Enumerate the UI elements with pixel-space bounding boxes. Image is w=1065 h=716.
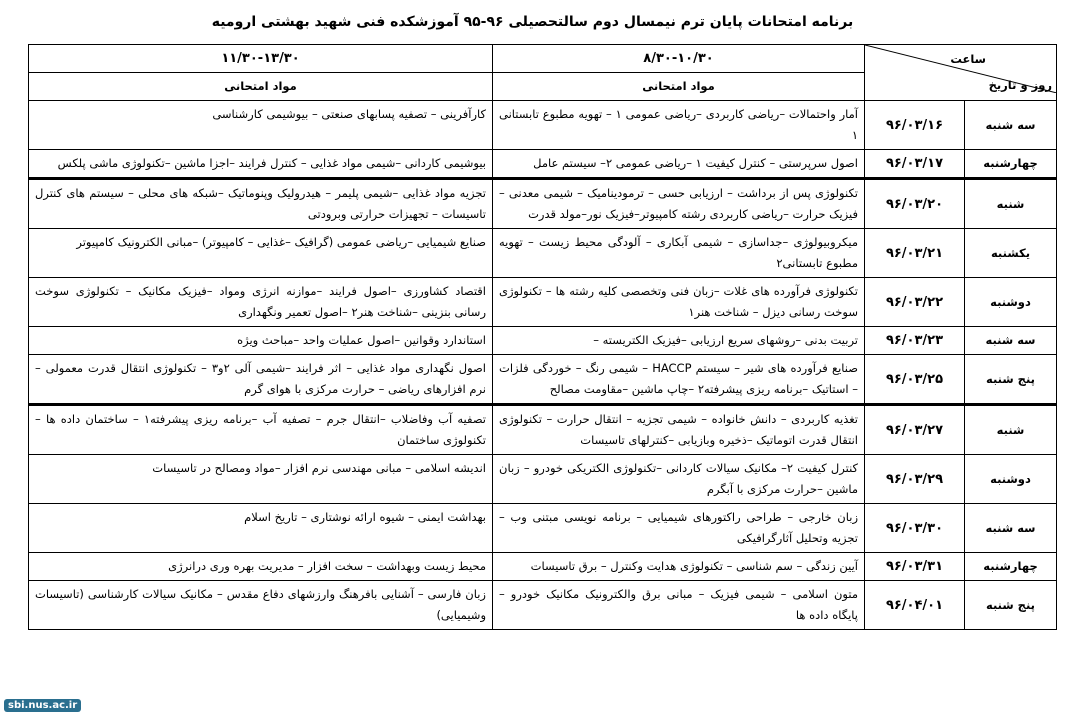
slot2-cell: محیط زیست وبهداشت – سخت افزار – مدیریت بهره وری درانرژی <box>29 553 493 581</box>
date-cell: ۹۶/۰۳/۱۷ <box>865 150 965 179</box>
day-cell: یکشنبه <box>965 229 1057 278</box>
slot1-cell: آیین زندگی – سم شناسی – تکنولوژی هدایت وکنترل – برق تاسیسات <box>493 553 865 581</box>
slot2-time: ۱۱/۳۰-۱۳/۳۰ <box>29 45 493 73</box>
slot1-subjects-label: مواد امتحانی <box>493 73 865 101</box>
slot2-cell: زبان فارسی – آشنایی بافرهنگ وارزشهای دفاع مقدس – مکانیک سیالات کارشناسی (تاسیسات وشیمیایی) <box>29 581 493 630</box>
slot2-cell: کارآفرینی – تصفیه پسابهای صنعتی – بیوشیمی کارشناسی <box>29 101 493 150</box>
date-cell: ۹۶/۰۳/۱۶ <box>865 101 965 150</box>
day-cell: دوشنبه <box>965 278 1057 327</box>
slot2-cell: اقتصاد کشاورزی –اصول فرایند –موازنه انرژی ومواد –فیزیک مکانیک – تکنولوژی سوخت رسانی بنزینی –شناخت هنر۲ –اصول تعمیر ونگهداری <box>29 278 493 327</box>
slot1-cell: تغذیه کاربردی – دانش خانواده – شیمی تجزیه – انتقال حرارت – تکنولوژی انتقال قدرت اتوماتیک –ذخیره وبازیابی –کنترلهای تاسیسات <box>493 405 865 455</box>
table-row <box>29 101 1057 150</box>
table-row <box>29 179 1057 229</box>
slot1-cell: اصول سرپرستی – کنترل کیفیت ۱ –ریاضی عمومی ۲– سیستم عامل <box>493 150 865 179</box>
date-cell: ۹۶/۰۳/۲۳ <box>865 327 965 355</box>
date-cell: ۹۶/۰۳/۳۱ <box>865 553 965 581</box>
slot1-cell: تکنولوژی فرآورده های غلات –زبان فنی وتخصصی کلیه رشته ها – تکنولوژی سوخت رسانی دیزل – شناخت هنر۱ <box>493 278 865 327</box>
slot1-cell: کنترل کیفیت ۲– مکانیک سیالات کاردانی –تکنولوژی الکتریکی خودرو – زبان ماشین –حرارت مرکزی با آبگرم <box>493 455 865 504</box>
date-cell: ۹۶/۰۳/۳۰ <box>865 504 965 553</box>
slot1-cell: تربیت بدنی –روشهای سریع ارزیابی –فیزیک الکتریسته – <box>493 327 865 355</box>
table-row <box>29 355 1057 405</box>
table-row <box>29 455 1057 504</box>
table-row <box>29 278 1057 327</box>
date-cell: ۹۶/۰۳/۲۷ <box>865 405 965 455</box>
slot2-cell: اندیشه اسلامی – مبانی مهندسی نرم افزار –مواد ومصالح در تاسیسات <box>29 455 493 504</box>
slot1-cell: آمار واحتمالات –ریاضی کاربردی –ریاضی عمومی ۱ – تهویه مطبوع تابستانی ۱ <box>493 101 865 150</box>
day-cell: چهارشنبه <box>965 553 1057 581</box>
site-watermark: sbi.nus.ac.ir <box>4 699 81 712</box>
day-cell: سه شنبه <box>965 327 1057 355</box>
day-cell: پنج شنبه <box>965 581 1057 630</box>
date-cell: ۹۶/۰۳/۲۱ <box>865 229 965 278</box>
day-cell: شنبه <box>965 179 1057 229</box>
slot2-cell: تصفیه آب وفاضلاب –انتقال جرم – تصفیه آب –برنامه ریزی پیشرفته۱ – ساختمان داده ها – تکنولوژی ساختمان <box>29 405 493 455</box>
day-cell: چهارشنبه <box>965 150 1057 179</box>
table-row <box>29 504 1057 553</box>
slot1-cell: صنایع فرآورده های شیر – سیستم HACCP – شیمی رنگ – خوردگی فلزات – استاتیک –برنامه ریزی پیشرفته۲ –چاپ ماشین –مقاومت مصالح <box>493 355 865 405</box>
slot1-time: ۸/۳۰-۱۰/۳۰ <box>493 45 865 73</box>
day-cell: پنج شنبه <box>965 355 1057 405</box>
date-cell: ۹۶/۰۴/۰۱ <box>865 581 965 630</box>
day-date-label: روز و تاریخ <box>988 78 1052 92</box>
day-cell: سه شنبه <box>965 101 1057 150</box>
table-row <box>29 150 1057 179</box>
exam-schedule-table <box>28 44 1057 630</box>
slot1-cell: میکروبیولوژی –جداسازی – شیمی آبکاری – آلودگی محیط زیست – تهویه مطبوع تابستانی۲ <box>493 229 865 278</box>
slot2-cell: بیوشیمی کاردانی –شیمی مواد غذایی – کنترل فرایند –اجزا ماشین –تکنولوژی ماشی پلکس <box>29 150 493 179</box>
table-row <box>29 553 1057 581</box>
slot2-cell: استاندارد وقوانین –اصول عملیات واحد –مباحث ویژه <box>29 327 493 355</box>
day-cell: دوشنبه <box>965 455 1057 504</box>
date-cell: ۹۶/۰۳/۲۲ <box>865 278 965 327</box>
table-row <box>29 581 1057 630</box>
table-row <box>29 327 1057 355</box>
date-cell: ۹۶/۰۳/۲۰ <box>865 179 965 229</box>
slot2-cell: تجزیه مواد غذایی –شیمی پلیمر – هیدرولیک وپنوماتیک –شبکه های محلی – سیستم های کنترل تاسیسات – تجهیزات حرارتی وبرودتی <box>29 179 493 229</box>
slot2-cell: بهداشت ایمنی – شیوه ارائه نوشتاری – تاریخ اسلام <box>29 504 493 553</box>
table-row <box>29 405 1057 455</box>
slot1-cell: زبان خارجی – طراحی راکتورهای شیمیایی – برنامه نویسی مبتنی وب – تجزیه وتحلیل آثارگرافیکی <box>493 504 865 553</box>
day-cell: سه شنبه <box>965 504 1057 553</box>
page-title: برنامه امتحانات پایان ترم نیمسال دوم سالتحصیلی ۹۶-۹۵ آموزشکده فنی شهید بهشتی ارومیه <box>211 14 854 30</box>
date-cell: ۹۶/۰۳/۲۹ <box>865 455 965 504</box>
date-cell: ۹۶/۰۳/۲۵ <box>865 355 965 405</box>
corner-header <box>865 45 1057 101</box>
slot1-cell: متون اسلامی – شیمی فیزیک – مبانی برق والکترونیک مکانیک خودرو – پایگاه داده ها <box>493 581 865 630</box>
slot2-cell: اصول نگهداری مواد غذایی – اثر فرایند –شیمی آلی ۲و۳ – تکنولوژی انتقال قدرت معمولی – نرم افزارهای ریاضی – حرارت مرکزی با هوای گرم <box>29 355 493 405</box>
table-row <box>29 229 1057 278</box>
time-label: ساعت <box>950 52 986 66</box>
day-cell: شنبه <box>965 405 1057 455</box>
slot1-cell: تکنولوژی پس از برداشت – ارزیابی حسی – ترمودینامیک – شیمی معدنی – فیزیک حرارت –ریاضی کاربردی رشته کامپیوتر–فیزیک نور–مولد قدرت <box>493 179 865 229</box>
slot2-cell: صنایع شیمیایی –ریاضی عمومی (گرافیک –غذایی – کامپیوتر) –مبانی الکترونیک کامپیوتر <box>29 229 493 278</box>
header-row-times <box>29 45 1057 73</box>
slot2-subjects-label: مواد امتحانی <box>29 73 493 101</box>
